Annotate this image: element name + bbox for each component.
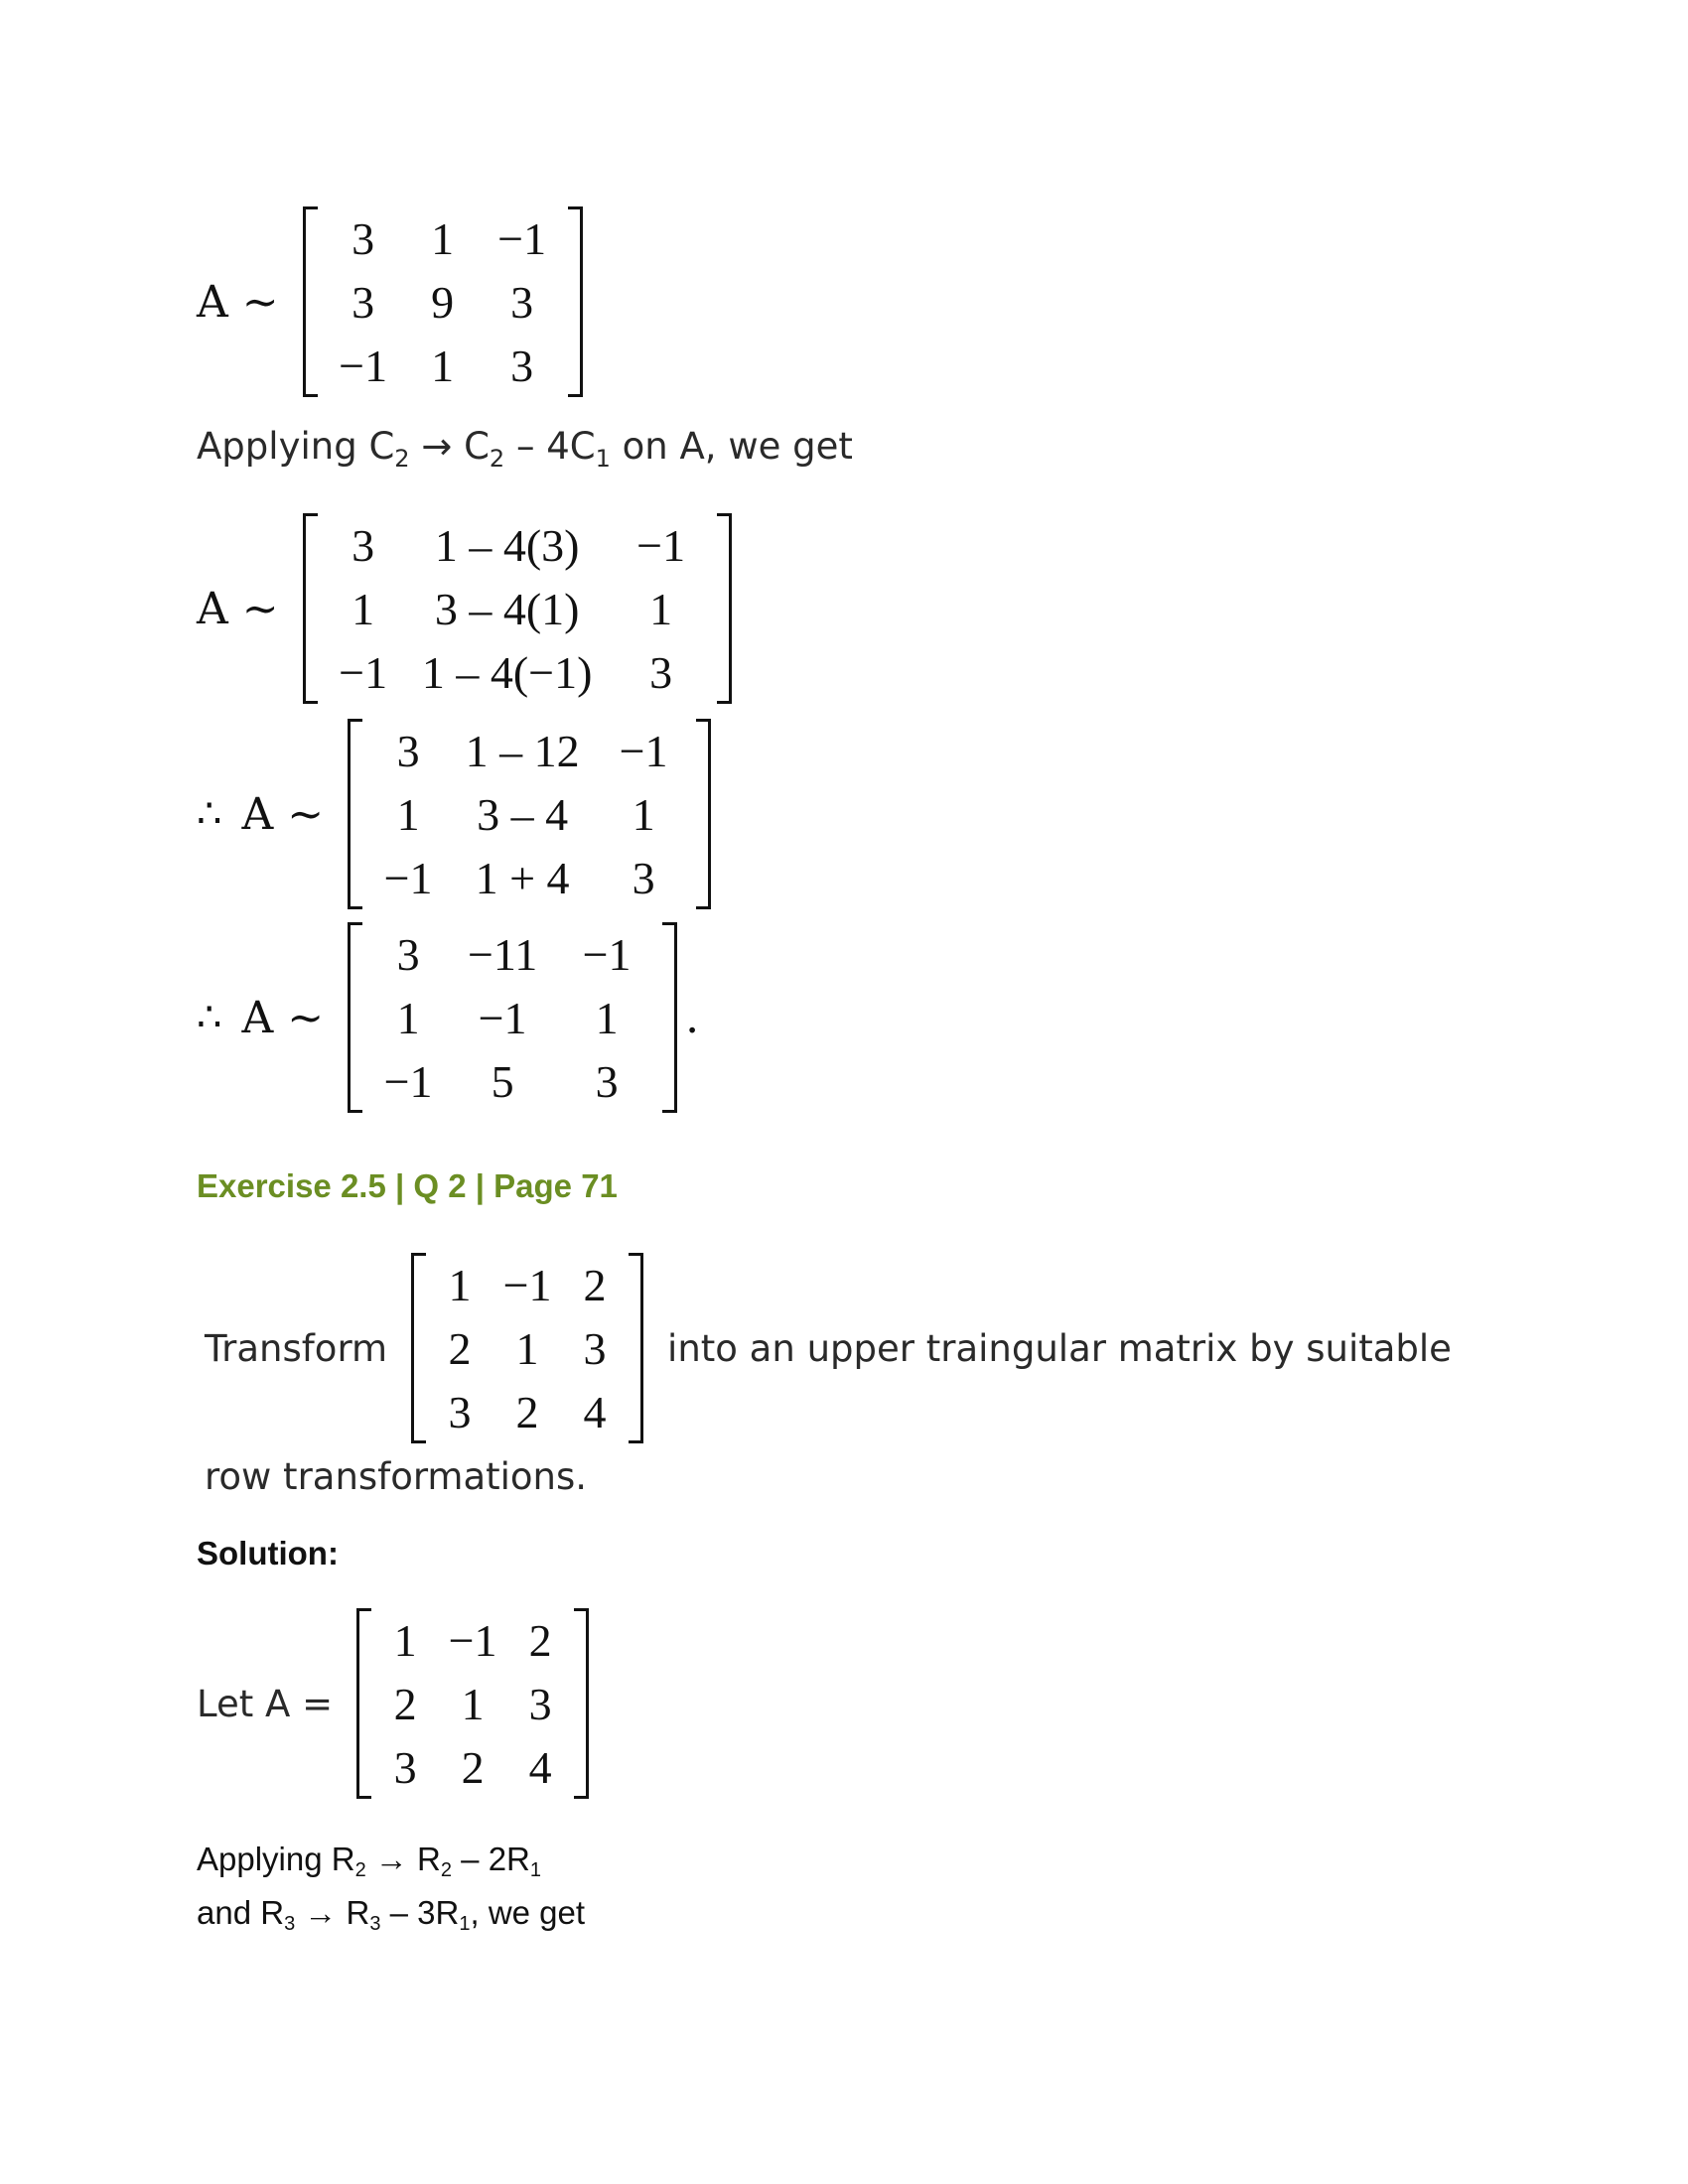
apply-column-op bbox=[197, 425, 853, 473]
matrix-cell: 3 bbox=[528, 1678, 552, 1729]
matrix-cell: 3 bbox=[396, 725, 420, 776]
period: . bbox=[685, 992, 700, 1043]
left-bracket bbox=[411, 1253, 426, 1443]
step4-matrix bbox=[348, 922, 677, 1113]
step1-matrix bbox=[303, 206, 583, 397]
text: – 2R bbox=[452, 1841, 530, 1877]
matrix-cell: 3 bbox=[583, 1322, 607, 1374]
matrix-cell: 3 bbox=[448, 1386, 472, 1437]
matrix-cell: 1 bbox=[448, 1259, 472, 1310]
right-bracket bbox=[568, 206, 583, 397]
let-equation bbox=[197, 1608, 589, 1799]
matrix-cell: 2 bbox=[393, 1678, 417, 1729]
matrix-cell: −11 bbox=[467, 928, 538, 980]
step2-equation bbox=[197, 513, 732, 704]
left-bracket bbox=[303, 206, 318, 397]
matrix-cell: 2 bbox=[461, 1741, 485, 1793]
matrix-cell: 3 bbox=[510, 276, 534, 328]
subscript: 1 bbox=[529, 1859, 542, 1881]
matrix-cell: 3 bbox=[510, 340, 534, 391]
text: , we get bbox=[470, 1894, 586, 1931]
solution-label: Solution: bbox=[197, 1535, 339, 1571]
matrix-cell: 2 bbox=[583, 1259, 607, 1310]
matrix-cell: −1 bbox=[383, 852, 433, 903]
matrix-cell: 3 bbox=[352, 212, 375, 264]
step4-lhs: A ~ bbox=[241, 992, 325, 1043]
matrix-cell: 3 bbox=[352, 276, 375, 328]
matrix-grid bbox=[362, 719, 696, 909]
matrix-cell: 4 bbox=[528, 1741, 552, 1793]
subscript: 2 bbox=[489, 445, 505, 473]
question-matrix bbox=[411, 1253, 643, 1443]
left-bracket bbox=[356, 1608, 371, 1799]
left-bracket bbox=[348, 922, 362, 1113]
matrix-cell: 1 bbox=[461, 1678, 485, 1729]
question-line2: row transformations. bbox=[205, 1455, 588, 1498]
matrix-cell: 1 bbox=[396, 992, 420, 1043]
matrix-cell: 3 – 4 bbox=[477, 788, 569, 840]
text: → R bbox=[295, 1894, 370, 1931]
right-bracket bbox=[696, 719, 711, 909]
matrix-cell: 1 bbox=[431, 340, 455, 391]
subscript: 1 bbox=[595, 445, 611, 473]
text: and R bbox=[197, 1894, 285, 1931]
matrix-cell: −1 bbox=[582, 928, 632, 980]
step3-equation bbox=[197, 719, 711, 909]
matrix-grid bbox=[426, 1253, 629, 1443]
matrix-cell: 3 bbox=[632, 852, 655, 903]
left-bracket bbox=[303, 513, 318, 704]
matrix-cell: 1 bbox=[431, 212, 455, 264]
matrix-cell: −1 bbox=[619, 725, 668, 776]
matrix-cell: −1 bbox=[339, 340, 388, 391]
matrix-cell: 1 bbox=[649, 583, 673, 634]
text: Applying C bbox=[197, 425, 395, 468]
subscript: 3 bbox=[284, 1913, 296, 1935]
step4-equation bbox=[197, 922, 699, 1113]
text: → C bbox=[409, 425, 490, 468]
let-lhs: Let A = bbox=[197, 1682, 334, 1725]
exercise-heading: Exercise 2.5 | Q 2 | Page 71 bbox=[197, 1167, 618, 1204]
matrix-cell: 1 bbox=[393, 1614, 417, 1666]
step3-lhs: A ~ bbox=[241, 788, 325, 840]
matrix-grid bbox=[362, 922, 662, 1113]
right-bracket bbox=[629, 1253, 643, 1443]
matrix-cell: 1 – 4(3) bbox=[434, 519, 580, 571]
matrix-cell: 4 bbox=[583, 1386, 607, 1437]
matrix-cell: 3 bbox=[649, 646, 673, 698]
subscript: 2 bbox=[440, 1859, 453, 1881]
step1-lhs: A ~ bbox=[197, 276, 279, 328]
matrix-grid bbox=[318, 206, 568, 397]
matrix-cell: 2 bbox=[515, 1386, 539, 1437]
matrix-cell: 2 bbox=[448, 1322, 472, 1374]
matrix-cell: 1 bbox=[352, 583, 375, 634]
matrix-cell: 1 – 4(−1) bbox=[421, 646, 593, 698]
let-matrix bbox=[356, 1608, 589, 1799]
matrix-cell: −1 bbox=[448, 1614, 497, 1666]
matrix-cell: 3 bbox=[393, 1741, 417, 1793]
text: – 3R bbox=[380, 1894, 460, 1931]
step1-equation bbox=[197, 206, 583, 397]
matrix-cell: 1 + 4 bbox=[475, 852, 570, 903]
matrix-cell: 3 bbox=[352, 519, 375, 571]
question-after: into an upper traingular matrix by suitable bbox=[667, 1326, 1452, 1370]
subscript: 2 bbox=[354, 1859, 366, 1881]
question-line bbox=[205, 1253, 1452, 1443]
matrix-cell: −1 bbox=[383, 1055, 433, 1107]
matrix-cell: 1 – 12 bbox=[465, 725, 580, 776]
matrix-cell: 1 bbox=[632, 788, 655, 840]
text: Applying R bbox=[197, 1841, 355, 1877]
apply-row-op-1 bbox=[197, 1841, 541, 1882]
matrix-cell: −1 bbox=[502, 1259, 552, 1310]
matrix-cell: 9 bbox=[431, 276, 455, 328]
matrix-cell: 1 bbox=[595, 992, 619, 1043]
matrix-grid bbox=[371, 1608, 574, 1799]
matrix-cell: 1 bbox=[396, 788, 420, 840]
question-before: Transform bbox=[205, 1326, 388, 1370]
matrix-cell: 3 – 4(1) bbox=[434, 583, 580, 634]
subscript: 2 bbox=[394, 445, 410, 473]
therefore-symbol: ∴ bbox=[197, 791, 222, 837]
subscript: 3 bbox=[369, 1913, 381, 1935]
right-bracket bbox=[662, 922, 677, 1113]
right-bracket bbox=[717, 513, 732, 704]
step2-lhs: A ~ bbox=[197, 583, 279, 634]
step3-matrix bbox=[348, 719, 711, 909]
text: – 4C bbox=[504, 425, 596, 468]
matrix-cell: 1 bbox=[515, 1322, 539, 1374]
matrix-cell: −1 bbox=[636, 519, 686, 571]
matrix-cell: −1 bbox=[478, 992, 527, 1043]
text: on A, we get bbox=[610, 425, 853, 468]
left-bracket bbox=[348, 719, 362, 909]
text: → R bbox=[365, 1841, 441, 1877]
matrix-cell: 3 bbox=[396, 928, 420, 980]
therefore-symbol: ∴ bbox=[197, 995, 222, 1040]
matrix-cell: 2 bbox=[528, 1614, 552, 1666]
apply-row-op-2 bbox=[197, 1894, 585, 1936]
matrix-cell: 3 bbox=[595, 1055, 619, 1107]
matrix-cell: 5 bbox=[491, 1055, 514, 1107]
step2-matrix bbox=[303, 513, 732, 704]
matrix-cell: −1 bbox=[497, 212, 547, 264]
matrix-grid bbox=[318, 513, 717, 704]
subscript: 1 bbox=[459, 1913, 471, 1935]
matrix-cell: −1 bbox=[339, 646, 388, 698]
right-bracket bbox=[574, 1608, 589, 1799]
